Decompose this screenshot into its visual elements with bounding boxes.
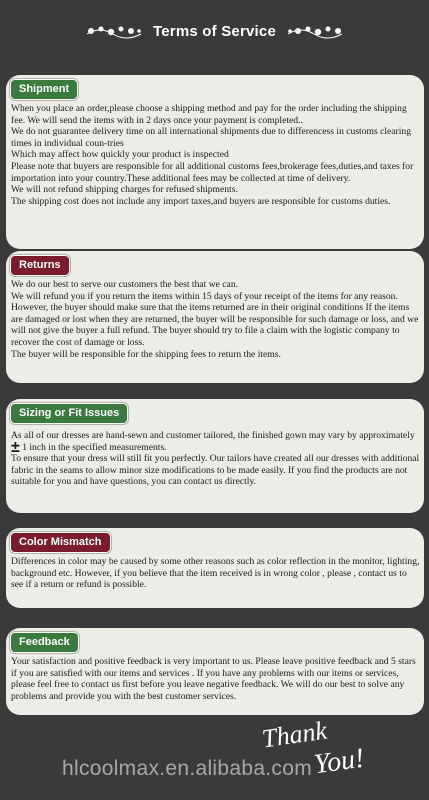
returns-text <box>11 279 420 360</box>
thank-text: Thank <box>260 715 329 754</box>
feedback-section <box>6 628 424 715</box>
feedback-text <box>11 656 420 702</box>
shipment-line: We do not guarantee delivery time on all international shipments due to differencess in customs clearing times in individual coun-tries <box>11 126 412 149</box>
shipment-badge: Shipment <box>10 79 78 100</box>
returns-line: We will refund you if you return the items within 15 days of your receipt of the items for any reason. However, the buyer should make sure that the items returned are in their original conditions If the items are damaged or lost when they are returned, the buyer will be responsible for such damage or loss, and we will not give the buyer a full refund. The buyer should try to file a claim with the logistic company to recover the cost of damage or loss. <box>11 290 419 348</box>
shipment-section <box>6 75 424 249</box>
sizing-section <box>6 399 424 513</box>
color-mismatch-line: Differences in color may be caused by some other reasons such as color reflection in the monitor, lighting, background etc. However, if you believe that the item received is in wrong color , please , contact us to see if a return or refund is possible. <box>11 556 420 591</box>
shipment-line: When you place an order,please choose a shipping method and pay for the order including the shipping fee. We will send the items with in 2 days once your payment is completed.. <box>11 103 407 126</box>
returns-line: The buyer will be responsible for the shipping fees to return the items. <box>11 348 281 360</box>
shipment-line: Which may affect how quickly your product is inspected <box>11 149 229 161</box>
feedback-badge: Feedback <box>10 632 79 653</box>
page-header <box>0 0 429 62</box>
returns-badge: Returns <box>10 255 70 276</box>
color-mismatch-text <box>11 556 420 591</box>
floral-ornament-icon <box>286 22 344 40</box>
page-title: Terms of Service <box>153 22 276 40</box>
sizing-badge: Sizing or Fit Issues <box>10 403 128 424</box>
returns-line: We do our best to serve our customers the best that we can. <box>11 279 239 290</box>
shipment-text <box>11 103 420 207</box>
shipment-line: We will not refund shipping charges for refused shipments. <box>11 184 238 196</box>
shipment-line: The shipping cost does not include any import taxes,and buyers are responsible for customs duties. <box>11 195 391 207</box>
sizing-text <box>11 430 420 488</box>
plus-minus-symbol: ± <box>11 438 20 456</box>
floral-ornament-icon <box>85 22 143 40</box>
sizing-line-part: As all of our dresses are hand-sewn and customer tailored, the finished gown may vary by approximately <box>11 430 415 441</box>
returns-section <box>6 251 424 383</box>
you-text: You! <box>312 742 367 781</box>
watermark: hlcoolmax.en.alibaba.com <box>62 757 313 780</box>
sizing-line-part: 1 inch in the specified measurements. <box>22 441 167 453</box>
shipment-line: Please note that buyers are responsible for all additional customs fees,brokerage fees,duties,and taxes for importation into your country.These additional fees may be collected at time of delivery. <box>11 160 414 184</box>
color-mismatch-badge: Color Mismatch <box>10 532 111 553</box>
sizing-line: To ensure that your dress will still fit you perfectly. Our tailors have created all our dresses with additional fabric in the seams to allow minor size modifications to be made easily. If you find the products are not suitable for you and have questions, you can contact us directly. <box>11 453 420 488</box>
color-mismatch-section <box>6 528 424 608</box>
feedback-line: Your satisfaction and positive feedback is very important to us. Please leave positive feedback and 5 stars if you are satisfied with our items and services . If you have any problems with our items or services, please feel free to contact us first before you leave negative feedback. We will do our best to solve any problems and provide you with the best customer services. <box>11 656 416 702</box>
sizing-line <box>11 430 420 456</box>
